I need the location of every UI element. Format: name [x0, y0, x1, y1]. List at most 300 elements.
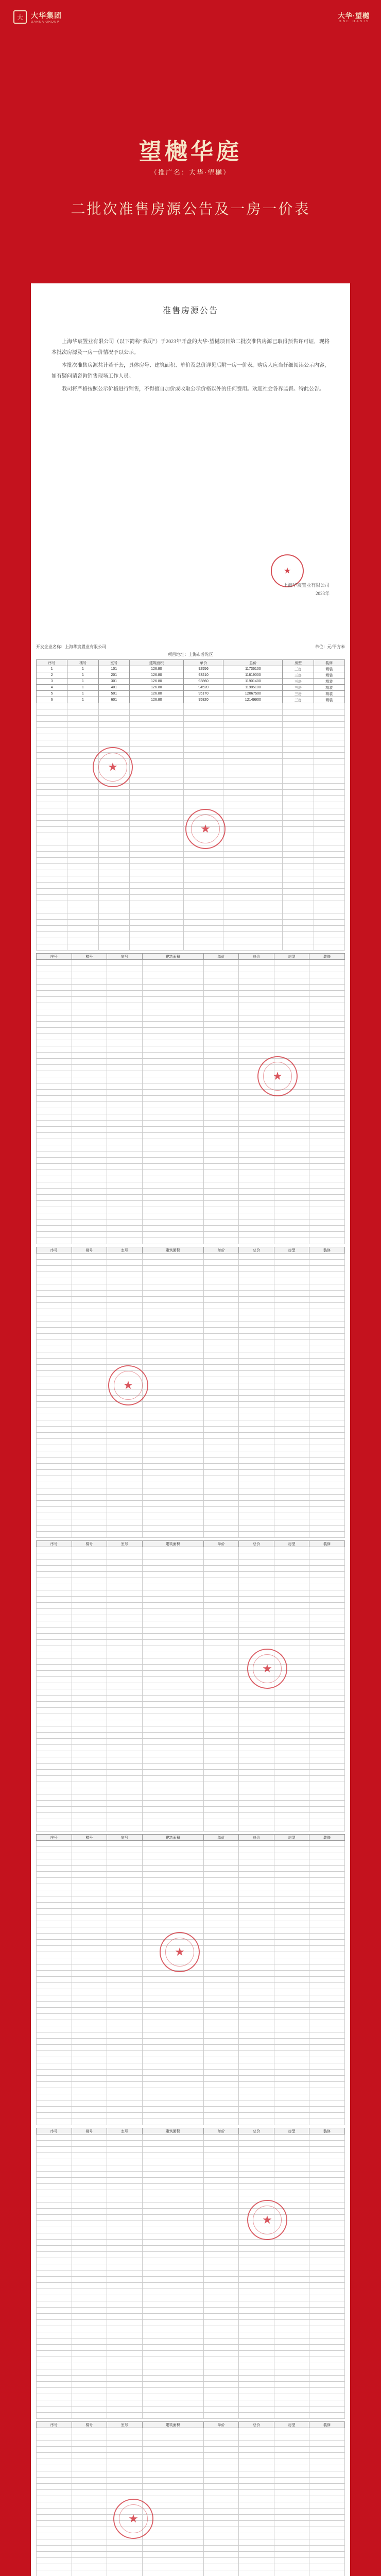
table-cell	[142, 1133, 203, 1139]
table-cell	[203, 2447, 239, 2453]
table-cell	[309, 2527, 345, 2533]
table-cell	[309, 1884, 345, 1890]
table-cell	[203, 1708, 239, 1714]
table-cell	[72, 2070, 107, 2076]
table-cell	[183, 765, 223, 771]
table-cell	[129, 821, 183, 827]
table-cell	[274, 1476, 309, 1482]
table-cell	[239, 2345, 274, 2351]
table-cell	[37, 2496, 72, 2502]
table-cell	[274, 1015, 309, 1022]
table-cell	[107, 2552, 143, 2558]
table-cell	[37, 2369, 72, 2376]
table-cell	[309, 1859, 345, 1866]
company-seal: ★	[113, 2499, 153, 2539]
table-cell	[37, 2196, 72, 2202]
table-cell	[203, 1921, 239, 1927]
table-cell	[107, 2570, 143, 2576]
table-cell	[309, 2209, 345, 2215]
table-cell	[239, 1776, 274, 1782]
table-row	[37, 1560, 345, 1566]
table-cell	[203, 2141, 239, 2147]
table-row	[37, 1414, 345, 1420]
table-cell	[239, 1702, 274, 1708]
table-cell	[107, 1003, 143, 1009]
table-cell	[309, 2496, 345, 2502]
table-cell	[309, 2147, 345, 2153]
table-cell	[239, 1553, 274, 1560]
table-cell	[309, 2094, 345, 2100]
table-cell	[239, 1272, 274, 1278]
table-cell	[72, 1083, 107, 1090]
table-row	[37, 1176, 345, 1182]
table-cell	[107, 2209, 143, 2215]
table-cell	[37, 2552, 72, 2558]
table-cell	[239, 1482, 274, 1488]
table-cell	[72, 1065, 107, 1071]
table-cell	[142, 1696, 203, 1702]
table-cell	[142, 1065, 203, 1071]
table-cell	[274, 2369, 309, 2376]
table-cell	[309, 2196, 345, 2202]
table-cell	[142, 1890, 203, 1896]
table-cell	[274, 1896, 309, 1903]
table-cell	[274, 2558, 309, 2564]
table-cell	[37, 1751, 72, 1757]
table-row	[37, 1702, 345, 1708]
table-cell	[274, 1408, 309, 1414]
table-cell	[309, 1689, 345, 1696]
table-cell	[142, 1383, 203, 1389]
table-row	[37, 926, 345, 932]
table-cell	[142, 1420, 203, 1427]
dahua-group-name: 大华集团	[31, 11, 62, 20]
table-cell	[183, 771, 223, 777]
table-cell	[223, 771, 283, 777]
table-cell	[37, 839, 67, 845]
table-row	[37, 753, 345, 759]
table-cell	[72, 2094, 107, 2100]
table-cell	[274, 1482, 309, 1488]
table-cell	[274, 1297, 309, 1303]
table-cell	[107, 1359, 143, 1365]
table-cell	[183, 747, 223, 753]
table-cell	[309, 2252, 345, 2258]
table-cell	[129, 852, 183, 858]
table-row	[37, 2202, 345, 2209]
table-cell	[274, 2363, 309, 2369]
table-cell	[37, 1872, 72, 1878]
table-cell	[203, 2100, 239, 2107]
table-cell	[309, 1003, 345, 1009]
table-cell	[203, 1896, 239, 1903]
table-cell	[37, 2147, 72, 2153]
table-cell	[98, 907, 129, 913]
table-cell	[274, 1794, 309, 1801]
table-cell	[142, 1046, 203, 1053]
table-cell	[309, 1046, 345, 1053]
table-cell	[274, 2070, 309, 2076]
table-cell	[142, 1572, 203, 1578]
table-cell	[239, 2057, 274, 2063]
table-cell: 301	[98, 679, 129, 685]
table-cell	[274, 1940, 309, 1946]
table-cell	[37, 2376, 72, 2382]
table-cell	[203, 2369, 239, 2376]
table-cell	[309, 1427, 345, 1433]
table-cell	[98, 938, 129, 944]
table-cell	[37, 2277, 72, 2283]
table-cell	[274, 1702, 309, 1708]
table-cell	[203, 1658, 239, 1665]
table-cell	[239, 1519, 274, 1526]
table-cell	[37, 1359, 72, 1365]
table-cell	[203, 1526, 239, 1532]
table-cell	[142, 1615, 203, 1621]
table-cell	[142, 2082, 203, 2088]
table-cell	[274, 1983, 309, 1989]
table-cell	[72, 1878, 107, 1884]
table-cell	[283, 870, 314, 876]
table-cell	[239, 2564, 274, 2570]
table-cell	[309, 1015, 345, 1022]
table-cell	[274, 2002, 309, 2008]
table-cell	[142, 1040, 203, 1046]
table-cell	[309, 1182, 345, 1189]
table-cell: 三房	[283, 685, 314, 691]
table-cell	[142, 1770, 203, 1776]
table-cell	[274, 2113, 309, 2119]
table-cell	[314, 920, 344, 926]
table-cell	[309, 1526, 345, 1532]
column-header: 总价	[239, 2128, 274, 2134]
table-cell	[72, 2113, 107, 2119]
table-cell	[129, 753, 183, 759]
table-cell	[129, 858, 183, 864]
table-cell	[203, 2289, 239, 2295]
table-cell	[107, 1309, 143, 1315]
table-cell	[72, 2295, 107, 2301]
table-cell: 三房	[283, 666, 314, 672]
table-cell	[283, 938, 314, 944]
table-cell	[203, 1083, 239, 1090]
table-cell	[142, 1646, 203, 1652]
table-cell	[309, 1590, 345, 1597]
table-cell	[239, 1720, 274, 1726]
table-cell	[72, 1566, 107, 1572]
table-row	[37, 2441, 345, 2447]
table-cell	[309, 2502, 345, 2509]
table-cell	[142, 1708, 203, 1714]
table-cell	[72, 1859, 107, 1866]
table-cell	[274, 2546, 309, 2552]
table-cell	[37, 2070, 72, 2076]
table-cell	[107, 2453, 143, 2459]
table-cell	[72, 2459, 107, 2465]
table-cell	[239, 1383, 274, 1389]
table-cell	[203, 1733, 239, 1739]
table-cell	[203, 1253, 239, 1260]
table-cell	[223, 944, 283, 951]
table-cell	[203, 1776, 239, 1782]
table-cell	[72, 2057, 107, 2063]
table-cell	[37, 2283, 72, 2289]
table-row	[37, 1034, 345, 1040]
table-cell	[37, 920, 67, 926]
table-cell	[142, 1213, 203, 1219]
table-cell	[203, 1652, 239, 1658]
table-cell	[72, 1739, 107, 1745]
table-cell	[314, 858, 344, 864]
table-cell	[309, 1501, 345, 1507]
table-cell	[239, 1621, 274, 1628]
table-cell	[142, 2094, 203, 2100]
table-cell	[142, 1408, 203, 1414]
column-header: 房型	[274, 1835, 309, 1841]
table-cell	[309, 1646, 345, 1652]
table-cell	[309, 1813, 345, 1819]
table-cell	[309, 1847, 345, 1853]
table-cell	[72, 1853, 107, 1859]
table-cell: 126.80	[129, 697, 183, 703]
table-cell	[203, 2165, 239, 2172]
table-cell	[107, 1028, 143, 1034]
table-cell	[129, 771, 183, 777]
table-cell	[239, 1801, 274, 1807]
table-cell	[72, 2552, 107, 2558]
table-cell	[107, 1260, 143, 1266]
table-cell	[72, 1578, 107, 1584]
table-cell	[72, 1359, 107, 1365]
table-cell	[309, 2020, 345, 2026]
notice-date: 2023年	[315, 591, 330, 596]
table-cell	[274, 1989, 309, 1995]
table-cell	[72, 1488, 107, 1495]
table-cell	[107, 1226, 143, 1232]
table-cell	[203, 2552, 239, 2558]
table-cell	[37, 1414, 72, 1420]
table-cell	[203, 1934, 239, 1940]
table-cell	[203, 1501, 239, 1507]
table-cell	[203, 1859, 239, 1866]
table-cell	[203, 1439, 239, 1445]
table-cell	[72, 1560, 107, 1566]
project-address: 项目地址：上海市普陀区	[168, 652, 213, 657]
table-cell	[239, 1958, 274, 1964]
table-cell	[274, 2100, 309, 2107]
table-cell	[98, 883, 129, 889]
table-row	[37, 1584, 345, 1590]
table-cell	[203, 1628, 239, 1634]
table-row	[37, 672, 345, 679]
table-cell	[98, 790, 129, 796]
table-cell	[274, 2147, 309, 2153]
table-cell	[37, 1847, 72, 1853]
table-cell	[37, 1071, 72, 1077]
table-cell	[107, 1971, 143, 1977]
table-cell	[274, 2490, 309, 2496]
table-cell	[274, 1628, 309, 1634]
table-cell	[239, 2509, 274, 2515]
table-cell	[107, 1658, 143, 1665]
table-cell	[274, 1813, 309, 1819]
table-cell	[37, 2076, 72, 2082]
table-cell: 5	[37, 691, 67, 697]
table-cell	[107, 1451, 143, 1458]
table-cell	[37, 2533, 72, 2539]
table-cell	[37, 1365, 72, 1371]
table-cell	[72, 2270, 107, 2277]
table-cell	[37, 1683, 72, 1689]
table-cell	[37, 1519, 72, 1526]
table-cell: 6	[37, 697, 67, 703]
table-cell	[72, 1825, 107, 1832]
table-cell	[142, 2570, 203, 2576]
table-cell	[67, 870, 98, 876]
table-cell	[274, 1340, 309, 1346]
table-cell	[309, 1915, 345, 1921]
table-cell	[274, 2178, 309, 2184]
table-cell	[142, 2233, 203, 2240]
table-cell	[274, 1745, 309, 1751]
table-cell	[37, 932, 67, 938]
table-cell	[37, 1665, 72, 1671]
table-cell	[72, 1315, 107, 1321]
table-cell: 精装	[314, 672, 344, 679]
table-cell	[203, 1458, 239, 1464]
table-cell	[72, 1090, 107, 1096]
table-cell	[67, 944, 98, 951]
column-header: 单价	[203, 1541, 239, 1547]
table-cell	[239, 2008, 274, 2014]
table-cell	[274, 1927, 309, 1934]
table-cell	[309, 2032, 345, 2039]
table-cell	[37, 1334, 72, 1340]
table-cell	[239, 1507, 274, 1513]
table-cell	[203, 1566, 239, 1572]
column-header: 单价	[183, 660, 223, 666]
table-cell	[203, 2453, 239, 2459]
table-row	[37, 2502, 345, 2509]
hero-headline: 二批次准售房源公告及一房一价表	[71, 201, 310, 217]
table-cell	[37, 2351, 72, 2357]
table-cell	[309, 966, 345, 972]
table-cell	[203, 1133, 239, 1139]
table-row	[37, 1059, 345, 1065]
table-row	[37, 1683, 345, 1689]
table-cell	[37, 1195, 72, 1201]
table-cell	[274, 966, 309, 972]
table-cell	[72, 1964, 107, 1971]
table-cell	[107, 1671, 143, 1677]
table-cell	[142, 1689, 203, 1696]
table-cell	[107, 2264, 143, 2270]
table-cell	[203, 2270, 239, 2277]
column-header: 总价	[239, 1835, 274, 1841]
table-cell	[309, 1297, 345, 1303]
table-cell	[37, 1059, 72, 1065]
table-cell	[107, 2221, 143, 2227]
table-cell: 101	[98, 666, 129, 672]
table-cell	[142, 1813, 203, 1819]
table-cell	[142, 1658, 203, 1665]
table-row	[37, 1658, 345, 1665]
table-cell	[37, 1903, 72, 1909]
table-cell	[309, 2552, 345, 2558]
table-cell	[142, 2227, 203, 2233]
table-cell	[274, 2478, 309, 2484]
table-cell	[37, 1495, 72, 1501]
table-cell	[314, 753, 344, 759]
table-cell	[37, 1482, 72, 1488]
table-cell	[72, 1127, 107, 1133]
table-cell	[142, 2134, 203, 2141]
table-cell	[309, 2258, 345, 2264]
table-cell	[309, 1566, 345, 1572]
table-cell	[309, 1071, 345, 1077]
table-cell	[107, 1114, 143, 1121]
table-cell	[274, 1495, 309, 1501]
table-cell	[72, 1059, 107, 1065]
table-cell	[203, 1903, 239, 1909]
table-cell	[274, 2020, 309, 2026]
table-cell	[72, 1896, 107, 1903]
table-row	[37, 2196, 345, 2202]
table-cell	[107, 1145, 143, 1151]
table-cell	[239, 2032, 274, 2039]
table-cell	[142, 1291, 203, 1297]
table-cell	[283, 790, 314, 796]
table-cell	[223, 765, 283, 771]
table-cell	[203, 1309, 239, 1315]
table-cell	[72, 1396, 107, 1402]
table-row	[37, 2283, 345, 2289]
table-cell	[203, 1139, 239, 1145]
table-cell	[283, 901, 314, 907]
table-cell	[314, 944, 344, 951]
column-header: 序号	[37, 1835, 72, 1841]
table-row	[37, 1272, 345, 1278]
table-cell	[72, 1903, 107, 1909]
hero-title: 望樾华庭	[139, 139, 242, 164]
table-cell	[309, 1408, 345, 1414]
table-cell	[107, 1597, 143, 1603]
table-row	[37, 1334, 345, 1340]
table-cell	[142, 1389, 203, 1396]
table-cell	[72, 1195, 107, 1201]
table-cell	[37, 907, 67, 913]
table-cell	[37, 2094, 72, 2100]
table-cell	[107, 2026, 143, 2032]
table-cell	[142, 1794, 203, 1801]
table-cell	[72, 1470, 107, 1476]
table-cell	[72, 1433, 107, 1439]
table-cell	[274, 1433, 309, 1439]
table-cell	[203, 2564, 239, 2570]
table-cell	[239, 2153, 274, 2159]
table-cell	[274, 1915, 309, 1921]
table-cell	[107, 1751, 143, 1757]
table-row	[37, 2447, 345, 2453]
table-cell	[37, 1346, 72, 1352]
table-cell	[203, 2357, 239, 2363]
table-cell	[203, 1433, 239, 1439]
table-cell	[203, 1266, 239, 1272]
table-cell	[37, 1909, 72, 1915]
table-cell	[203, 2283, 239, 2289]
table-cell	[72, 2558, 107, 2564]
table-cell	[239, 1232, 274, 1238]
